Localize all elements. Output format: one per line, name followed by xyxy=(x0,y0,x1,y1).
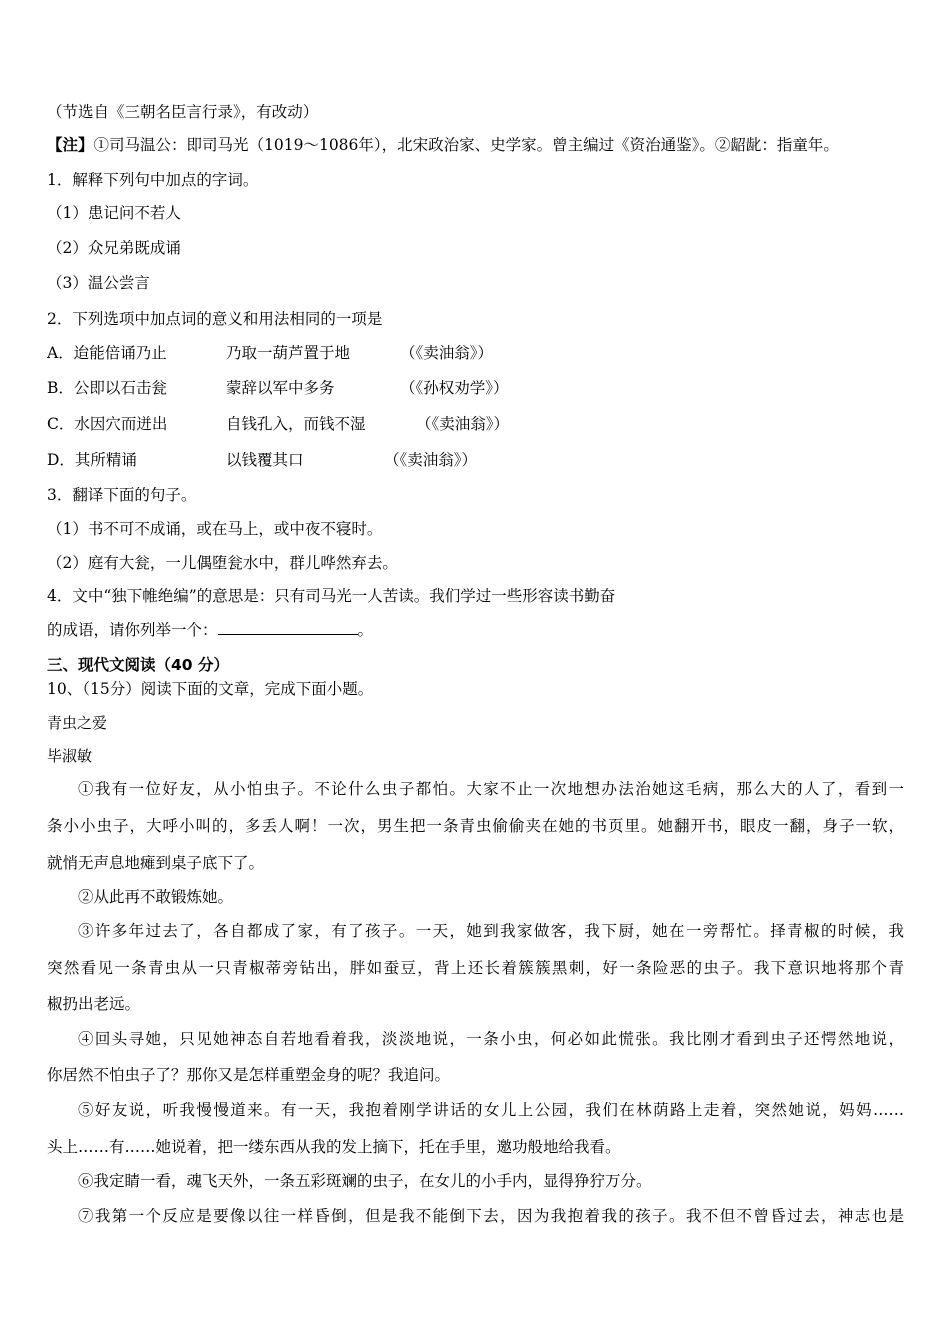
paragraph-3-line: 椒扔出老远。 xyxy=(47,995,141,1013)
paragraph-3-line: 突然看见一条青虫从一只青椒蒂旁钻出，胖如蚕豆，背上还长着簇簇黑刺，好一条险恶的虫子。我下意识地将那个青 xyxy=(47,959,904,977)
paragraph-5-line: ⑤好友说，听我慢慢道来。有一天，我抱着刚学讲话的女儿上公园，我们在林荫路上走着，突然她说，妈妈…… xyxy=(78,1101,904,1119)
article-title: 青虫之爱 xyxy=(47,714,108,732)
option-b-source: （《孙权劝学》） xyxy=(400,379,509,397)
question-1-item: （2）众兄弟既成诵 xyxy=(47,239,181,257)
question-3-title: 3．翻译下面的句子。 xyxy=(47,486,197,504)
question-3-item: （1）书不可不成诵，或在马上，或中夜不寝时。 xyxy=(47,520,383,538)
paragraph-1-line: 就悄无声息地瘫到桌子底下了。 xyxy=(47,854,265,872)
paragraph-2: ②从此再不敢锻炼她。 xyxy=(78,888,234,906)
note-label: 【注】 xyxy=(47,136,94,154)
note-text: ①司马温公：即司马光（1019～1086年），北宋政治家、史学家。曾主编过《资治通鉴》。②龆龀：指童年。 xyxy=(93,136,839,154)
question-3-item: （2）庭有大瓮，一儿偶堕瓮水中，群儿哗然弃去。 xyxy=(47,554,398,572)
question-10-instruction: 10、（15分）阅读下面的文章，完成下面小题。 xyxy=(47,680,374,698)
paragraph-6: ⑥我定睛一看，魂飞天外，一条五彩斑斓的虫子，在女儿的小手内，显得狰狞万分。 xyxy=(78,1172,652,1190)
annotation-note xyxy=(47,134,839,156)
section-title: 三、现代文阅读（40 分） xyxy=(47,656,229,674)
question-4-line-2 xyxy=(47,619,373,641)
option-d-label: D．其所精诵 xyxy=(47,451,137,469)
question-4-prompt: 的成语，请你列举一个： xyxy=(47,621,218,639)
question-4-line-1: 4．文中“独下帷绝编”的意思是：只有司马光一人苦读。我们学过一些形容读书勤奋 xyxy=(47,587,616,605)
article-author: 毕淑敏 xyxy=(47,747,93,765)
option-c-source: （《卖油翁》） xyxy=(416,415,510,433)
option-d-source: （《卖油翁》） xyxy=(384,451,478,469)
question-1-title: 1．解释下列句中加点的字词。 xyxy=(47,171,259,189)
option-a-source: （《卖油翁》） xyxy=(400,344,494,362)
option-c-pair: 自钱孔入，而钱不湿 xyxy=(226,415,366,433)
option-d-pair: 以钱覆其口 xyxy=(226,451,304,469)
paragraph-1-line: ①我有一位好友，从小怕虫子。不论什么虫子都怕。大家不止一次地想办法治她这毛病，那么大的人了，看到一 xyxy=(78,780,904,798)
question-4-period: 。 xyxy=(357,621,374,639)
paragraph-5-line: 头上……有……她说着，把一缕东西从我的发上摘下，托在手里，邀功般地给我看。 xyxy=(47,1138,621,1156)
question-1-item: （1）患记问不若人 xyxy=(47,204,181,222)
paragraph-4-line: ④回头寻她，只见她神态自若地看着我，淡淡地说，一条小虫，何必如此慌张。我比刚才看到虫子还愕然地说， xyxy=(78,1030,904,1048)
question-2-title: 2．下列选项中加点词的意义和用法相同的一项是 xyxy=(47,310,383,328)
source-citation: （节选自《三朝名臣言行录》，有改动） xyxy=(47,103,319,121)
answer-blank[interactable] xyxy=(218,620,358,635)
option-a-pair: 乃取一葫芦置于地 xyxy=(226,344,351,362)
option-b-label: B．公即以石击瓮 xyxy=(47,379,167,397)
option-b-pair: 蒙辞以军中多务 xyxy=(226,379,335,397)
question-1-item: （3）温公尝言 xyxy=(47,274,150,292)
paragraph-7-line: ⑦我第一个反应是要像以往一样昏倒，但是我不能倒下去，因为我抱着我的孩子。我不但不曾昏过去，神志也是 xyxy=(78,1207,904,1225)
paragraph-4-line: 你居然不怕虫子了？那你又是怎样重塑金身的呢？我追问。 xyxy=(47,1066,451,1084)
paragraph-3-line: ③许多年过去了，各自都成了家，有了孩子。一天，她到我家做客，我下厨，她在一旁帮忙。择青椒的时候，我 xyxy=(78,922,904,940)
paragraph-1-line: 条小小虫子，大呼小叫的，多丢人啊！一次，男生把一条青虫偷偷夹在她的书页里。她翻开书，眼皮一翻，身子一软， xyxy=(47,817,904,835)
option-c-label: C．水因穴而迸出 xyxy=(47,415,168,433)
option-a-label: A．迨能倍诵乃止 xyxy=(47,344,167,362)
